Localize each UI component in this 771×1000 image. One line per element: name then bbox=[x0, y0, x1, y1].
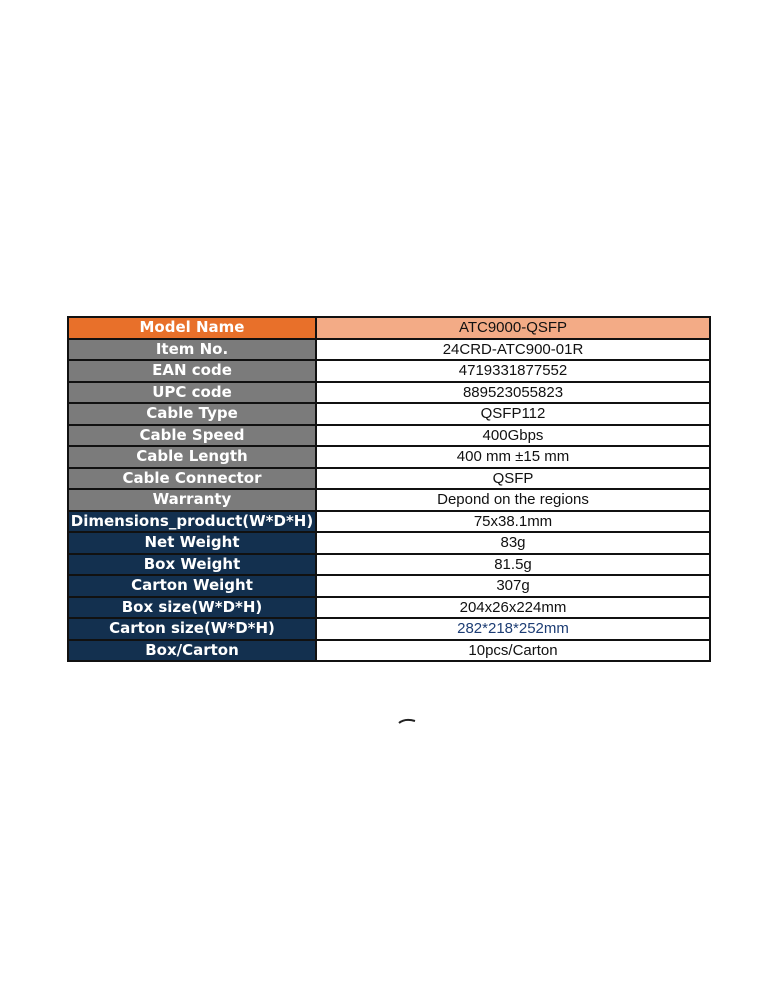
spec-label: Box/Carton bbox=[68, 640, 316, 662]
spec-label: Carton Weight bbox=[68, 575, 316, 597]
spec-label: Box size(W*D*H) bbox=[68, 597, 316, 619]
table-row bbox=[68, 382, 710, 404]
table-row bbox=[68, 511, 710, 533]
spec-label: Item No. bbox=[68, 339, 316, 361]
spec-label: Carton size(W*D*H) bbox=[68, 618, 316, 640]
spec-label: Cable Speed bbox=[68, 425, 316, 447]
table-row bbox=[68, 317, 710, 339]
table-row bbox=[68, 489, 710, 511]
spec-table-body bbox=[68, 317, 710, 661]
table-row bbox=[68, 446, 710, 468]
spec-label: Model Name bbox=[68, 317, 316, 339]
spec-label: UPC code bbox=[68, 382, 316, 404]
table-row bbox=[68, 575, 710, 597]
spec-value: 75x38.1mm bbox=[316, 511, 710, 533]
spec-value: 81.5g bbox=[316, 554, 710, 576]
spec-label: Box Weight bbox=[68, 554, 316, 576]
spec-value: 889523055823 bbox=[316, 382, 710, 404]
spec-value: 307g bbox=[316, 575, 710, 597]
spec-value: Depond on the regions bbox=[316, 489, 710, 511]
spec-value: QSFP112 bbox=[316, 403, 710, 425]
table-row bbox=[68, 360, 710, 382]
product-spec-table bbox=[67, 316, 711, 662]
spec-value: 4719331877552 bbox=[316, 360, 710, 382]
spec-value: QSFP bbox=[316, 468, 710, 490]
spec-label: Cable Connector bbox=[68, 468, 316, 490]
spec-value: 400 mm ±15 mm bbox=[316, 446, 710, 468]
table-row bbox=[68, 339, 710, 361]
spec-value: 10pcs/Carton bbox=[316, 640, 710, 662]
table-row bbox=[68, 597, 710, 619]
spec-label: Dimensions_product(W*D*H) bbox=[68, 511, 316, 533]
stray-mark bbox=[398, 718, 416, 724]
spec-label: Cable Length bbox=[68, 446, 316, 468]
table-row bbox=[68, 403, 710, 425]
spec-label: EAN code bbox=[68, 360, 316, 382]
spec-value: ATC9000-QSFP bbox=[316, 317, 710, 339]
table-row bbox=[68, 532, 710, 554]
table-row bbox=[68, 640, 710, 662]
spec-label: Cable Type bbox=[68, 403, 316, 425]
table-row bbox=[68, 554, 710, 576]
spec-label: Warranty bbox=[68, 489, 316, 511]
spec-value: 204x26x224mm bbox=[316, 597, 710, 619]
spec-value: 83g bbox=[316, 532, 710, 554]
table-row bbox=[68, 618, 710, 640]
table-row bbox=[68, 425, 710, 447]
spec-label: Net Weight bbox=[68, 532, 316, 554]
spec-value: 400Gbps bbox=[316, 425, 710, 447]
table-row bbox=[68, 468, 710, 490]
spec-value: 282*218*252mm bbox=[316, 618, 710, 640]
spec-value: 24CRD-ATC900-01R bbox=[316, 339, 710, 361]
